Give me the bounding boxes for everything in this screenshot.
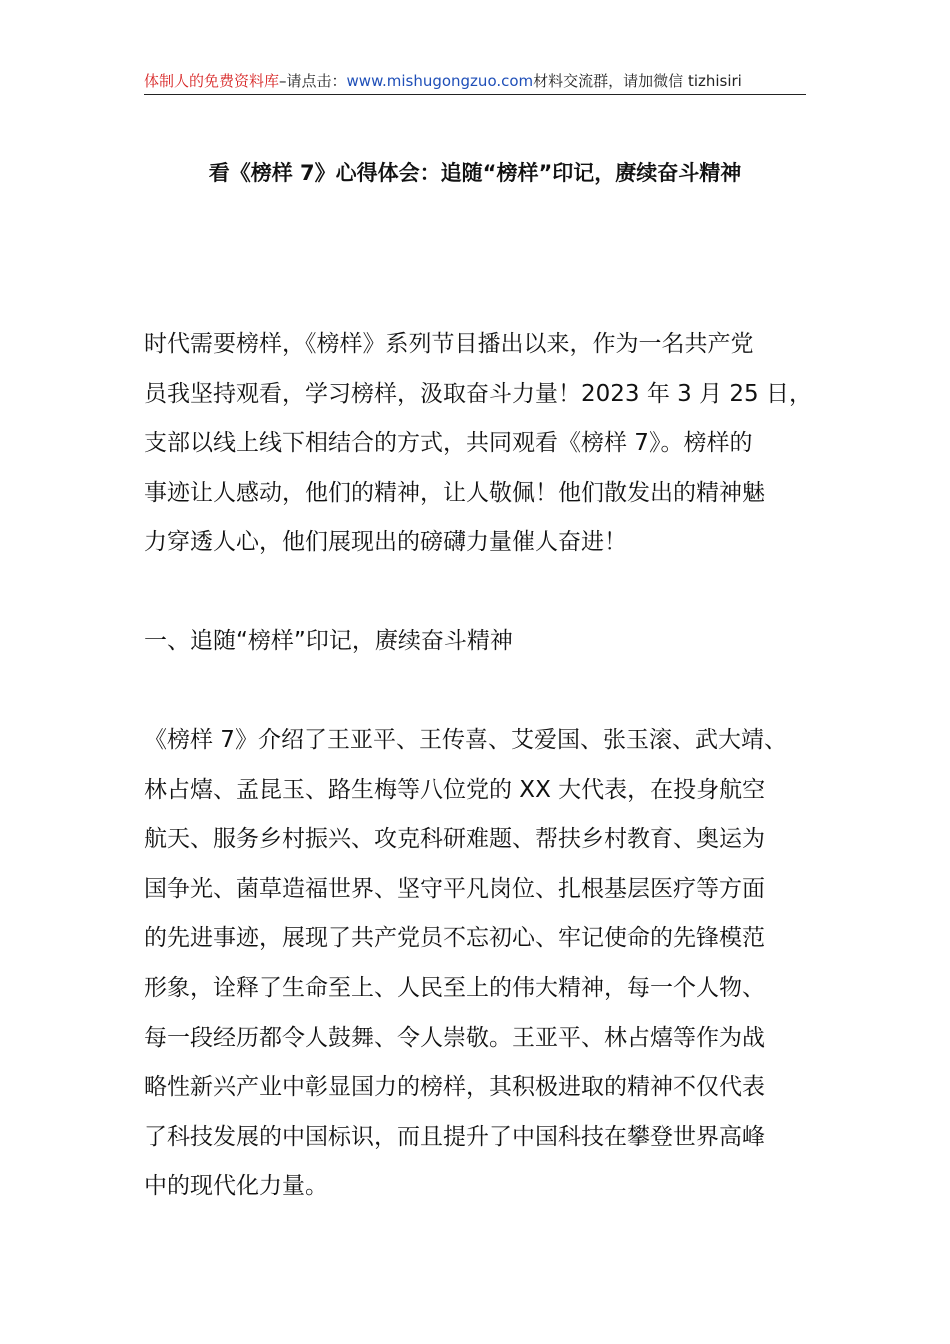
header-divider <box>144 94 806 95</box>
paragraph-line: 中的现代化力量。 <box>144 1173 328 1200</box>
paragraph-line: 国争光、菌草造福世界、坚守平凡岗位、扎根基层医疗等方面 <box>144 875 765 902</box>
document-title: 看《榜样 7》心得体会：追随“榜样”印记，赓续奋斗精神 <box>208 161 742 185</box>
intro-paragraph <box>144 320 824 568</box>
paragraph-line: 了科技发展的中国标识，而且提升了中国科技在攀登世界高峰 <box>144 1123 765 1150</box>
paragraph-line: 形象，诠释了生命至上、人民至上的伟大精神，每一个人物、 <box>144 974 765 1001</box>
paragraph-line: 每一段经历都令人鼓舞、令人崇敬。王亚平、林占熺等作为战 <box>144 1024 765 1051</box>
header-note: 材料交流群，请加微信 tizhisiri <box>533 72 742 90</box>
paragraph-line: 《榜样 7》介绍了王亚平、王传喜、艾爱国、张玉滚、武大靖、 <box>144 727 787 753</box>
section-heading <box>144 617 824 667</box>
paragraph-line: 航天、服务乡村振兴、攻克科研难题、帮扶乡村教育、奥运为 <box>144 826 765 853</box>
paragraph-line: 员我坚持观看，学习榜样，汲取奋斗力量！2023 年 3 月 25 日， <box>144 380 812 407</box>
body-paragraph <box>144 716 824 1212</box>
paragraph-line: 林占熺、孟昆玉、路生梅等八位党的 XX 大代表，在投身航空 <box>144 776 766 803</box>
paragraph-line: 力穿透人心，他们展现出的磅礴力量催人奋进！ <box>144 529 627 556</box>
paragraph-line: 支部以线上线下相结合的方式，共同观看《榜样 7》。榜样的 <box>144 430 753 457</box>
paragraph-line: 略性新兴产业中彰显国力的榜样，其积极进取的精神不仅代表 <box>144 1074 765 1101</box>
paragraph-line: 时代需要榜样，《榜样》系列节目播出以来，作为一名共产党 <box>144 331 754 357</box>
header-url-link[interactable]: www.mishugongzuo.com <box>346 72 534 90</box>
paragraph-line: 的先进事迹，展现了共产党员不忘初心、牢记使命的先锋模范 <box>144 925 765 952</box>
header-site-name: 体制人的免费资料库 <box>144 72 280 90</box>
page-header <box>144 70 806 92</box>
section-heading-text: 一、追随“榜样”印记，赓续奋斗精神 <box>144 628 513 654</box>
header-separator: –请点击： <box>279 72 347 90</box>
paragraph-line: 事迹让人感动，他们的精神，让人敬佩！他们散发出的精神魅 <box>144 479 765 506</box>
